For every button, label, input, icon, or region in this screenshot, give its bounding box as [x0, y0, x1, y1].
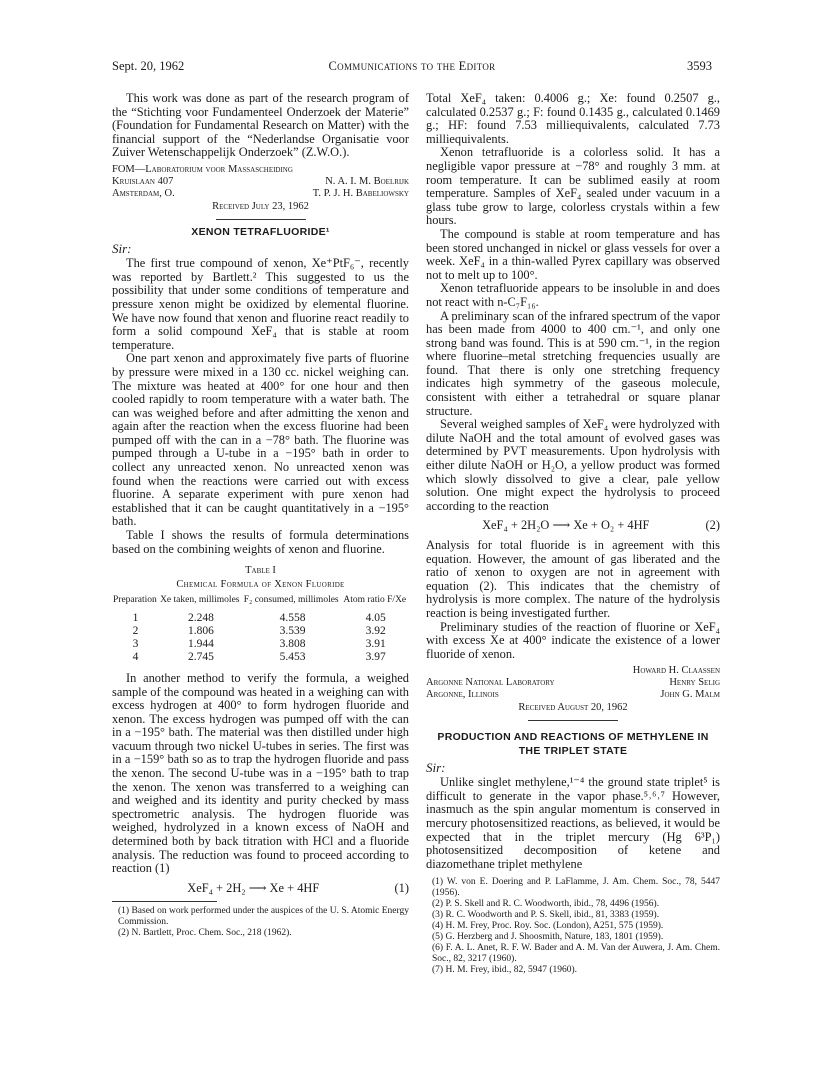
table-cell: 3.91: [365, 637, 386, 650]
author-name-1: N. A. I. M. Boelrijk: [325, 175, 409, 187]
table-cell: 2.745: [187, 650, 214, 663]
article-title: PRODUCTION AND REACTIONS OF METHYLENE IN THE TRIPLET STATE: [437, 731, 709, 757]
table-row: [112, 651, 409, 664]
salutation: Sir:: [426, 759, 446, 775]
reference-item: (6) F. A. L. Anet, R. F. W. Bader and A. M. Van der Auwera, J. Am. Chem. Soc., 82, 3217 (1960).: [432, 943, 720, 965]
equation-number: (1): [394, 880, 409, 895]
table-cell: 3.539: [279, 624, 306, 637]
header-date: Sept. 20, 1962: [112, 59, 185, 73]
left-column: [112, 92, 409, 939]
article-title: XENON TETRAFLUORIDE¹: [191, 225, 330, 238]
body-paragraph: One part xenon and approximately five parts of fluorine by pressure were mixed in a 130 cc. nickel weighing can. The mixture was heated at 400° for one hour and then cooled rapidly to room temperature with a water bath. The can was weighed before and after admitting the xenon and again after the reaction when the excess fluorine had been pumped off with the can in a −78° bath. The fluorine was pumped through a U-tube in a −195° bath in order to collect any unreacted xenon. No unreacted xenon was found when the reactions were carried out with excess fluorine. A separate experiment with pure xenon had established that it can be caught quantitatively in a −195° bath.: [112, 351, 409, 529]
running-header: [112, 59, 712, 77]
body-paragraph: Preliminary studies of the reaction of fluorine or XeF₄ with excess Xe at 400° indicate the existence of a lower fluoride of xenon.: [426, 619, 720, 661]
table-cell: 4: [132, 650, 139, 663]
reference-item: (4) H. M. Frey, Proc. Roy. Soc. (London), A251, 575 (1959).: [432, 921, 664, 932]
table-row: [112, 638, 409, 651]
table-header: F₂ consumed, millimoles: [243, 595, 339, 606]
header-page-number: 3593: [687, 59, 712, 73]
formula-table: [112, 594, 409, 664]
equation-number: (2): [705, 518, 720, 533]
table-row: [112, 612, 409, 625]
footnote: (2) N. Bartlett, Proc. Chem. Soc., 218 (1962).: [118, 928, 292, 939]
author-name: Howard H. Claassen: [632, 665, 720, 677]
body-paragraph: The compound is stable at room temperature and has been stored unchanged in nickel or glass vessels for over a week. XeF₄ in a thin-walled Pyrex capillary was observed not to melt up to 100°.: [426, 226, 720, 282]
table-cell: 3.92: [365, 624, 386, 637]
equation-1: [112, 882, 409, 896]
body-paragraph: Unlike singlet methylene,¹⁻⁴ the ground state triplet⁵ is difficult to generate in the vapor phase.⁵˒⁶˒⁷ However, inasmuch as the spin angular momentum is conserved in mercury photosensitized reactions, as believed, it would be expected that in the triplet mercury (Hg 6³P₁) photosensitized decomposition of ketene and diazomethane triplet methylene: [426, 775, 720, 871]
section-divider: [216, 219, 306, 220]
affiliation-lab: FOM—Laboratorium voor Massascheiding: [112, 163, 293, 175]
affiliation-address-2: Amsterdam, O.: [112, 187, 175, 199]
reference-list: [426, 877, 720, 976]
affiliation-lab: Argonne National Laboratory: [426, 677, 555, 689]
body-paragraph: Total XeF₄ taken: 0.4006 g.; Xe: found 0.2507 g., calculated 0.2537 g.; F: found 0.1435 g., calculated 0.1469 g.; HF: found 7.53 milliequivalents, calculated 7.73 milliequivalents.: [426, 91, 720, 146]
table-row: [112, 625, 409, 638]
table-caption: Table I: [245, 565, 276, 577]
body-paragraph: Several weighed samples of XeF₄ were hydrolyzed with dilute NaOH and the total amount of evolved gases was determined by PVT measurements. Upon hydrolysis with either dilute NaOH or H₂O, a yellow product was formed which slowly dissolved to give a clear, pale yellow solution. One might expect the hydrolysis to proceed according to the reaction: [426, 417, 720, 513]
body-paragraph: Table I shows the results of formula determinations based on the combining weights of xenon and fluorine.: [112, 528, 409, 556]
reference-item: (3) R. C. Woodworth and P. S. Skell, ibid., 81, 3383 (1959).: [432, 910, 660, 921]
equation-2: [426, 519, 720, 533]
received-date: Received August 20, 1962: [518, 702, 628, 714]
table-cell: 1.944: [187, 637, 214, 650]
table-cell: 2.248: [187, 611, 214, 624]
signature-block: [426, 665, 720, 714]
table-cell: 2: [132, 624, 139, 637]
body-paragraph: Xenon tetrafluoride is a colorless solid. It has a negligible vapor pressure at −78° and roughly 3 mm. at room temperature. It can be sublimed easily at room temperature. Samples of XeF₄ sealed under vacuum in a glass tube grow to large, colorless crystals within a few hours.: [426, 145, 720, 228]
table-cell: 3.97: [365, 650, 386, 663]
table-cell: 3.808: [279, 637, 306, 650]
table-header: Xe taken, millimoles: [160, 595, 240, 606]
body-paragraph: Xenon tetrafluoride appears to be insoluble in and does not react with n-C₇F₁₆.: [426, 281, 720, 309]
received-date: Received July 23, 1962: [212, 200, 309, 212]
table-cell: 1: [132, 611, 139, 624]
author-name: John G. Malm: [660, 689, 720, 701]
footnote-rule: [112, 901, 217, 902]
table-cell: 4.05: [365, 611, 386, 624]
reference-item: (7) H. M. Frey, ibid., 82, 5947 (1960).: [432, 965, 578, 976]
author-name: Henry Selig: [669, 677, 720, 689]
reference-item: (1) W. von E. Doering and P. LaFlamme, J. Am. Chem. Soc., 78, 5447 (1956).: [432, 877, 720, 899]
affiliation-place: Argonne, Illinois: [426, 689, 499, 701]
body-paragraph: In another method to verify the formula, a weighed sample of the compound was heated in a weighing can with excess hydrogen at 400° to form hydrogen fluoride and xenon. The excess hydrogen was pumped off with the can in a −195° bath. The material was then distilled under high vacuum through two nickel U-tubes in series. The first was in a −159° bath so as to trap the hydrogen fluoride and pass the xenon. The second U-tube was in a −195° bath to trap the xenon. The xenon was transferred to a weighing can and weighed and its identity and purity checked by mass spectrometric analysis. The hydrogen fluoride was weighed, hydrolyzed in a known excess of NaOH and determined both by back titration with HCl and a fluoride analysis. The reduction was found to proceed according to reaction (1): [112, 670, 409, 876]
reference-item: (5) G. Herzberg and J. Shoosmith, Nature, 183, 1801 (1959).: [432, 932, 664, 943]
right-column: [426, 92, 720, 976]
author-name-2: T. P. J. H. Babeliowsky: [312, 187, 409, 199]
table-header: Preparation: [113, 595, 157, 606]
body-paragraph: The first true compound of xenon, Xe⁺PtF₆⁻, recently was reported by Bartlett.² This suggested to us the possibility that under some conditions of temperature and pressure xenon might be oxidized by elemental fluorine. We have now found that xenon and fluorine react readily to form a solid compound XeF₄ that is stable at room temperature.: [112, 256, 409, 352]
header-journal: Communications to the Editor: [328, 59, 496, 73]
reference-item: (2) P. S. Skell and R. C. Woodworth, ibid., 78, 4496 (1956).: [432, 899, 660, 910]
footnote: (1) Based on work performed under the auspices of the U. S. Atomic Energy Commission.: [118, 906, 409, 928]
table-cell: 1.806: [187, 624, 214, 637]
salutation: Sir:: [112, 240, 132, 256]
body-paragraph: A preliminary scan of the infrared spectrum of the vapor has been made from 4000 to 400 cm.⁻¹, and only one strong band was found. This is at 590 cm.⁻¹, in the region where fluorine–metal stretching frequencies usually are found. That there is only one stretching frequency indicates high symmetry of the gaseous molecule, consistent with either a tetrahedral or square planar structure.: [426, 308, 720, 418]
affiliation-address-1: Kruislaan 407: [112, 175, 174, 187]
equation-expression: XeF₄ + 2H₂ ⟶ Xe + 4HF: [187, 880, 320, 895]
affiliation-block: [112, 164, 409, 213]
acknowledgment-paragraph: This work was done as part of the research program of the “Stichting voor Fundamenteel Onderzoek der Materie” (Foundation for Fundamental Research on Matter) with the financial support of the “Nederlandse Organisatie voor Zuiver Wetenschappelijk Onderzoek” (Z.W.O.).: [112, 91, 409, 160]
equation-expression: XeF₄ + 2H₂O ⟶ Xe + O₂ + 4HF: [482, 518, 650, 533]
table-cell: 4.558: [279, 611, 306, 624]
table-cell: 3: [132, 637, 139, 650]
section-divider: [528, 720, 618, 721]
table-title: Chemical Formula of Xenon Fluoride: [176, 578, 345, 590]
table-cell: 5.453: [279, 650, 306, 663]
body-paragraph: Analysis for total fluoride is in agreement with this equation. However, the amount of gas liberated and the ratio of xenon to oxygen are not in agreement with equation (2). This indicates that the chemistry of hydrolysis is more complex. The nature of the hydrolysis reaction is being investigated further.: [426, 538, 720, 620]
table-header: Atom ratio F/Xe: [343, 595, 407, 606]
